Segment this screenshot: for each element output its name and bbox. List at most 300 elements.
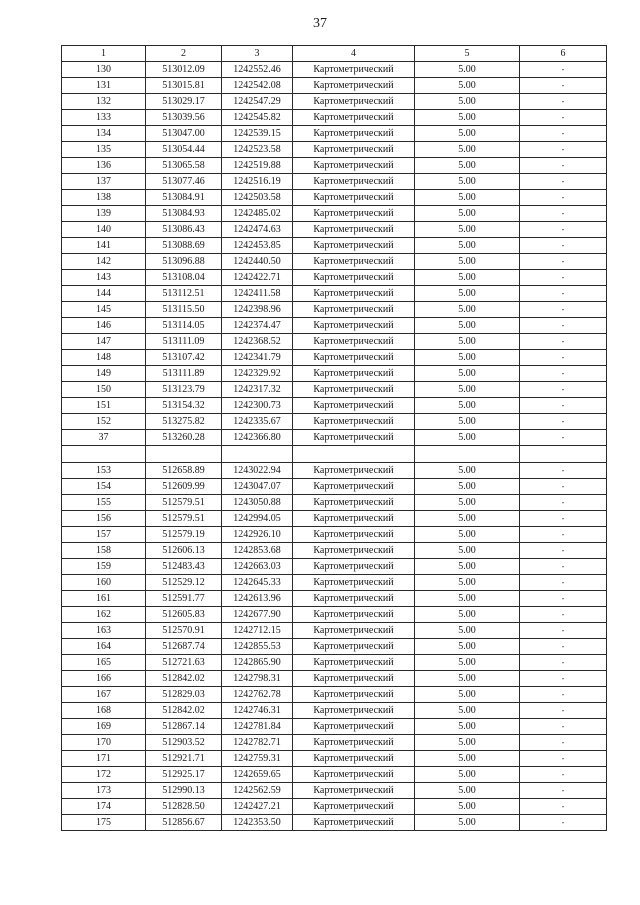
x-coordinate-cell: 513108.04 (146, 270, 222, 286)
point-number-cell: 132 (62, 94, 146, 110)
point-number-cell: 152 (62, 414, 146, 430)
method-cell: Картометрический (293, 735, 415, 751)
description-cell: - (520, 799, 607, 815)
point-number-cell: 137 (62, 174, 146, 190)
point-number-cell: 170 (62, 735, 146, 751)
point-number-cell: 159 (62, 559, 146, 575)
accuracy-cell: 5.00 (415, 190, 520, 206)
method-cell: Картометрический (293, 302, 415, 318)
accuracy-cell: 5.00 (415, 414, 520, 430)
x-coordinate-cell: 513275.82 (146, 414, 222, 430)
accuracy-cell: 5.00 (415, 479, 520, 495)
x-coordinate-cell: 513047.00 (146, 126, 222, 142)
coordinates-table (61, 45, 607, 831)
method-cell: Картометрический (293, 783, 415, 799)
table-row (62, 62, 607, 78)
accuracy-cell: 5.00 (415, 735, 520, 751)
point-number-cell: 151 (62, 398, 146, 414)
x-coordinate-cell: 513065.58 (146, 158, 222, 174)
x-coordinate-cell: 513111.09 (146, 334, 222, 350)
x-coordinate-cell: 512591.77 (146, 591, 222, 607)
table-row (62, 318, 607, 334)
column-header-method: 4 (293, 46, 415, 62)
description-cell: - (520, 767, 607, 783)
x-coordinate-cell: 513260.28 (146, 430, 222, 446)
x-coordinate-cell: 513088.69 (146, 238, 222, 254)
point-number-cell: 140 (62, 222, 146, 238)
description-cell: - (520, 126, 607, 142)
x-coordinate-cell (146, 446, 222, 463)
point-number-cell: 134 (62, 126, 146, 142)
accuracy-cell: 5.00 (415, 334, 520, 350)
y-coordinate-cell: 1242545.82 (222, 110, 293, 126)
accuracy-cell: 5.00 (415, 318, 520, 334)
page-number: 37 (313, 16, 327, 31)
point-number-cell: 167 (62, 687, 146, 703)
y-coordinate-cell: 1243047.07 (222, 479, 293, 495)
y-coordinate-cell: 1242519.88 (222, 158, 293, 174)
table-row (62, 639, 607, 655)
description-cell: - (520, 206, 607, 222)
y-coordinate-cell: 1242798.31 (222, 671, 293, 687)
accuracy-cell: 5.00 (415, 78, 520, 94)
accuracy-cell: 5.00 (415, 206, 520, 222)
y-coordinate-cell: 1242440.50 (222, 254, 293, 270)
y-coordinate-cell: 1242663.03 (222, 559, 293, 575)
description-cell: - (520, 543, 607, 559)
point-number-cell: 37 (62, 430, 146, 446)
point-number-cell: 148 (62, 350, 146, 366)
table-row (62, 414, 607, 430)
y-coordinate-cell: 1242659.65 (222, 767, 293, 783)
point-number-cell: 168 (62, 703, 146, 719)
method-cell: Картометрический (293, 799, 415, 815)
accuracy-cell: 5.00 (415, 623, 520, 639)
accuracy-cell: 5.00 (415, 543, 520, 559)
y-coordinate-cell: 1242539.15 (222, 126, 293, 142)
description-cell: - (520, 751, 607, 767)
x-coordinate-cell: 513029.17 (146, 94, 222, 110)
y-coordinate-cell: 1242762.78 (222, 687, 293, 703)
method-cell: Картометрический (293, 463, 415, 479)
x-coordinate-cell: 512483.43 (146, 559, 222, 575)
table-row (62, 607, 607, 623)
method-cell: Картометрический (293, 206, 415, 222)
point-number-cell: 142 (62, 254, 146, 270)
y-coordinate-cell: 1242474.63 (222, 222, 293, 238)
method-cell: Картометрический (293, 78, 415, 94)
y-coordinate-cell: 1242926.10 (222, 527, 293, 543)
description-cell: - (520, 78, 607, 94)
accuracy-cell: 5.00 (415, 463, 520, 479)
accuracy-cell: 5.00 (415, 222, 520, 238)
description-cell: - (520, 254, 607, 270)
y-coordinate-cell: 1242562.59 (222, 783, 293, 799)
table-row (62, 302, 607, 318)
description-cell: - (520, 511, 607, 527)
x-coordinate-cell: 513039.56 (146, 110, 222, 126)
table-row (62, 703, 607, 719)
description-cell: - (520, 815, 607, 831)
point-number-cell: 171 (62, 751, 146, 767)
accuracy-cell: 5.00 (415, 687, 520, 703)
method-cell: Картометрический (293, 623, 415, 639)
accuracy-cell: 5.00 (415, 158, 520, 174)
method-cell: Картометрический (293, 767, 415, 783)
description-cell: - (520, 414, 607, 430)
method-cell: Картометрический (293, 479, 415, 495)
table-row (62, 575, 607, 591)
description-cell: - (520, 623, 607, 639)
table-row (62, 238, 607, 254)
table-row (62, 334, 607, 350)
accuracy-cell: 5.00 (415, 751, 520, 767)
x-coordinate-cell: 512579.19 (146, 527, 222, 543)
y-coordinate-cell: 1242855.53 (222, 639, 293, 655)
table-row (62, 78, 607, 94)
y-coordinate-cell: 1242547.29 (222, 94, 293, 110)
method-cell: Картометрический (293, 703, 415, 719)
accuracy-cell: 5.00 (415, 815, 520, 831)
accuracy-cell (415, 446, 520, 463)
description-cell: - (520, 222, 607, 238)
table-row (62, 382, 607, 398)
point-number-cell: 150 (62, 382, 146, 398)
method-cell: Картометрический (293, 142, 415, 158)
table-row (62, 430, 607, 446)
y-coordinate-cell: 1242865.90 (222, 655, 293, 671)
method-cell: Картометрический (293, 495, 415, 511)
header-row (62, 46, 607, 62)
method-cell: Картометрический (293, 543, 415, 559)
description-cell: - (520, 158, 607, 174)
column-header-accuracy: 5 (415, 46, 520, 62)
y-coordinate-cell: 1242335.67 (222, 414, 293, 430)
description-cell: - (520, 687, 607, 703)
x-coordinate-cell: 512903.52 (146, 735, 222, 751)
point-number-cell: 161 (62, 591, 146, 607)
accuracy-cell: 5.00 (415, 607, 520, 623)
method-cell: Картометрический (293, 238, 415, 254)
point-number-cell: 173 (62, 783, 146, 799)
description-cell: - (520, 671, 607, 687)
table-row (62, 479, 607, 495)
point-number-cell: 154 (62, 479, 146, 495)
separator-row (62, 446, 607, 463)
method-cell: Картометрический (293, 190, 415, 206)
y-coordinate-cell: 1242853.68 (222, 543, 293, 559)
table-row (62, 655, 607, 671)
accuracy-cell: 5.00 (415, 286, 520, 302)
point-number-cell: 146 (62, 318, 146, 334)
x-coordinate-cell: 512842.02 (146, 671, 222, 687)
table-row (62, 815, 607, 831)
method-cell: Картометрический (293, 286, 415, 302)
point-number-cell: 162 (62, 607, 146, 623)
table-row (62, 110, 607, 126)
description-cell: - (520, 639, 607, 655)
table-row (62, 398, 607, 414)
point-number-cell: 149 (62, 366, 146, 382)
description-cell (520, 446, 607, 463)
accuracy-cell: 5.00 (415, 366, 520, 382)
x-coordinate-cell: 512856.67 (146, 815, 222, 831)
description-cell: - (520, 575, 607, 591)
x-coordinate-cell: 513114.05 (146, 318, 222, 334)
method-cell: Картометрический (293, 639, 415, 655)
y-coordinate-cell: 1242341.79 (222, 350, 293, 366)
accuracy-cell: 5.00 (415, 591, 520, 607)
point-number-cell: 136 (62, 158, 146, 174)
method-cell: Картометрический (293, 527, 415, 543)
table-row (62, 254, 607, 270)
description-cell: - (520, 398, 607, 414)
x-coordinate-cell: 513077.46 (146, 174, 222, 190)
table-row (62, 751, 607, 767)
method-cell: Картометрический (293, 318, 415, 334)
x-coordinate-cell: 513123.79 (146, 382, 222, 398)
point-number-cell: 169 (62, 719, 146, 735)
point-number-cell: 157 (62, 527, 146, 543)
x-coordinate-cell: 513111.89 (146, 366, 222, 382)
method-cell: Картометрический (293, 270, 415, 286)
x-coordinate-cell: 512867.14 (146, 719, 222, 735)
point-number-cell: 175 (62, 815, 146, 831)
y-coordinate-cell: 1242613.96 (222, 591, 293, 607)
x-coordinate-cell: 512570.91 (146, 623, 222, 639)
point-number-cell: 141 (62, 238, 146, 254)
y-coordinate-cell: 1242677.90 (222, 607, 293, 623)
x-coordinate-cell: 512658.89 (146, 463, 222, 479)
y-coordinate-cell: 1242411.58 (222, 286, 293, 302)
description-cell: - (520, 382, 607, 398)
accuracy-cell: 5.00 (415, 767, 520, 783)
table-row (62, 783, 607, 799)
x-coordinate-cell: 513115.50 (146, 302, 222, 318)
table-row (62, 350, 607, 366)
description-cell: - (520, 783, 607, 799)
accuracy-cell: 5.00 (415, 719, 520, 735)
accuracy-cell: 5.00 (415, 655, 520, 671)
table-row (62, 206, 607, 222)
x-coordinate-cell: 513154.32 (146, 398, 222, 414)
method-cell: Картометрический (293, 254, 415, 270)
x-coordinate-cell: 512828.50 (146, 799, 222, 815)
y-coordinate-cell: 1242368.52 (222, 334, 293, 350)
method-cell: Картометрический (293, 430, 415, 446)
y-coordinate-cell: 1242746.31 (222, 703, 293, 719)
y-coordinate-cell: 1242712.15 (222, 623, 293, 639)
description-cell: - (520, 559, 607, 575)
x-coordinate-cell: 512579.51 (146, 511, 222, 527)
x-coordinate-cell: 512609.99 (146, 479, 222, 495)
method-cell: Картометрический (293, 158, 415, 174)
accuracy-cell: 5.00 (415, 174, 520, 190)
accuracy-cell: 5.00 (415, 110, 520, 126)
description-cell: - (520, 479, 607, 495)
accuracy-cell: 5.00 (415, 495, 520, 511)
description-cell: - (520, 350, 607, 366)
method-cell (293, 446, 415, 463)
y-coordinate-cell: 1242353.50 (222, 815, 293, 831)
x-coordinate-cell: 512925.17 (146, 767, 222, 783)
description-cell: - (520, 591, 607, 607)
table-row (62, 463, 607, 479)
x-coordinate-cell: 513086.43 (146, 222, 222, 238)
accuracy-cell: 5.00 (415, 671, 520, 687)
description-cell: - (520, 286, 607, 302)
method-cell: Картометрический (293, 655, 415, 671)
table-row (62, 543, 607, 559)
description-cell: - (520, 174, 607, 190)
point-number-cell: 138 (62, 190, 146, 206)
description-cell: - (520, 318, 607, 334)
y-coordinate-cell: 1242485.02 (222, 206, 293, 222)
method-cell: Картометрический (293, 687, 415, 703)
accuracy-cell: 5.00 (415, 639, 520, 655)
description-cell: - (520, 270, 607, 286)
point-number-cell: 145 (62, 302, 146, 318)
description-cell: - (520, 142, 607, 158)
description-cell: - (520, 334, 607, 350)
description-cell: - (520, 735, 607, 751)
description-cell: - (520, 655, 607, 671)
y-coordinate-cell: 1242523.58 (222, 142, 293, 158)
accuracy-cell: 5.00 (415, 302, 520, 318)
table-row (62, 687, 607, 703)
accuracy-cell: 5.00 (415, 142, 520, 158)
x-coordinate-cell: 513054.44 (146, 142, 222, 158)
point-number-cell: 131 (62, 78, 146, 94)
y-coordinate-cell: 1242300.73 (222, 398, 293, 414)
method-cell: Картометрический (293, 382, 415, 398)
point-number-cell: 153 (62, 463, 146, 479)
x-coordinate-cell: 513084.91 (146, 190, 222, 206)
accuracy-cell: 5.00 (415, 126, 520, 142)
x-coordinate-cell: 512579.51 (146, 495, 222, 511)
y-coordinate-cell: 1242329.92 (222, 366, 293, 382)
point-number-cell: 172 (62, 767, 146, 783)
accuracy-cell: 5.00 (415, 238, 520, 254)
description-cell: - (520, 110, 607, 126)
accuracy-cell: 5.00 (415, 270, 520, 286)
x-coordinate-cell: 512605.83 (146, 607, 222, 623)
description-cell: - (520, 719, 607, 735)
method-cell: Картометрический (293, 559, 415, 575)
table-row (62, 366, 607, 382)
y-coordinate-cell: 1242645.33 (222, 575, 293, 591)
method-cell: Картометрический (293, 671, 415, 687)
x-coordinate-cell: 512606.13 (146, 543, 222, 559)
accuracy-cell: 5.00 (415, 703, 520, 719)
table-row (62, 799, 607, 815)
description-cell: - (520, 302, 607, 318)
method-cell: Картометрический (293, 366, 415, 382)
y-coordinate-cell: 1242398.96 (222, 302, 293, 318)
description-cell: - (520, 430, 607, 446)
y-coordinate-cell: 1242366.80 (222, 430, 293, 446)
accuracy-cell: 5.00 (415, 511, 520, 527)
accuracy-cell: 5.00 (415, 799, 520, 815)
column-header-x: 2 (146, 46, 222, 62)
x-coordinate-cell: 513096.88 (146, 254, 222, 270)
column-header-y: 3 (222, 46, 293, 62)
description-cell: - (520, 190, 607, 206)
accuracy-cell: 5.00 (415, 398, 520, 414)
y-coordinate-cell: 1242542.08 (222, 78, 293, 94)
x-coordinate-cell: 512921.71 (146, 751, 222, 767)
accuracy-cell: 5.00 (415, 254, 520, 270)
method-cell: Картометрический (293, 575, 415, 591)
point-number-cell: 155 (62, 495, 146, 511)
point-number-cell: 165 (62, 655, 146, 671)
table-row (62, 142, 607, 158)
method-cell: Картометрический (293, 511, 415, 527)
method-cell: Картометрический (293, 607, 415, 623)
method-cell: Картометрический (293, 591, 415, 607)
method-cell: Картометрический (293, 334, 415, 350)
point-number-cell (62, 446, 146, 463)
table-row (62, 174, 607, 190)
x-coordinate-cell: 513112.51 (146, 286, 222, 302)
y-coordinate-cell: 1243022.94 (222, 463, 293, 479)
point-number-cell: 160 (62, 575, 146, 591)
point-number-cell: 143 (62, 270, 146, 286)
x-coordinate-cell: 512687.74 (146, 639, 222, 655)
x-coordinate-cell: 513015.81 (146, 78, 222, 94)
table-row (62, 190, 607, 206)
x-coordinate-cell: 512990.13 (146, 783, 222, 799)
accuracy-cell: 5.00 (415, 430, 520, 446)
table-row (62, 495, 607, 511)
point-number-cell: 166 (62, 671, 146, 687)
table-row (62, 559, 607, 575)
point-number-cell: 174 (62, 799, 146, 815)
table-row (62, 511, 607, 527)
x-coordinate-cell: 512842.02 (146, 703, 222, 719)
description-cell: - (520, 607, 607, 623)
method-cell: Картометрический (293, 719, 415, 735)
point-number-cell: 163 (62, 623, 146, 639)
point-number-cell: 139 (62, 206, 146, 222)
table-row (62, 94, 607, 110)
accuracy-cell: 5.00 (415, 94, 520, 110)
table-row (62, 126, 607, 142)
table-row (62, 623, 607, 639)
description-cell: - (520, 527, 607, 543)
point-number-cell: 130 (62, 62, 146, 78)
y-coordinate-cell: 1242759.31 (222, 751, 293, 767)
table-row (62, 671, 607, 687)
column-header-point-number: 1 (62, 46, 146, 62)
y-coordinate-cell: 1242427.21 (222, 799, 293, 815)
x-coordinate-cell: 512829.03 (146, 687, 222, 703)
y-coordinate-cell: 1242422.71 (222, 270, 293, 286)
description-cell: - (520, 62, 607, 78)
x-coordinate-cell: 513107.42 (146, 350, 222, 366)
y-coordinate-cell: 1242516.19 (222, 174, 293, 190)
point-number-cell: 147 (62, 334, 146, 350)
description-cell: - (520, 238, 607, 254)
y-coordinate-cell: 1242781.84 (222, 719, 293, 735)
accuracy-cell: 5.00 (415, 783, 520, 799)
point-number-cell: 156 (62, 511, 146, 527)
y-coordinate-cell: 1242994.05 (222, 511, 293, 527)
y-coordinate-cell: 1242503.58 (222, 190, 293, 206)
method-cell: Картометрический (293, 751, 415, 767)
table-row (62, 735, 607, 751)
point-number-cell: 133 (62, 110, 146, 126)
